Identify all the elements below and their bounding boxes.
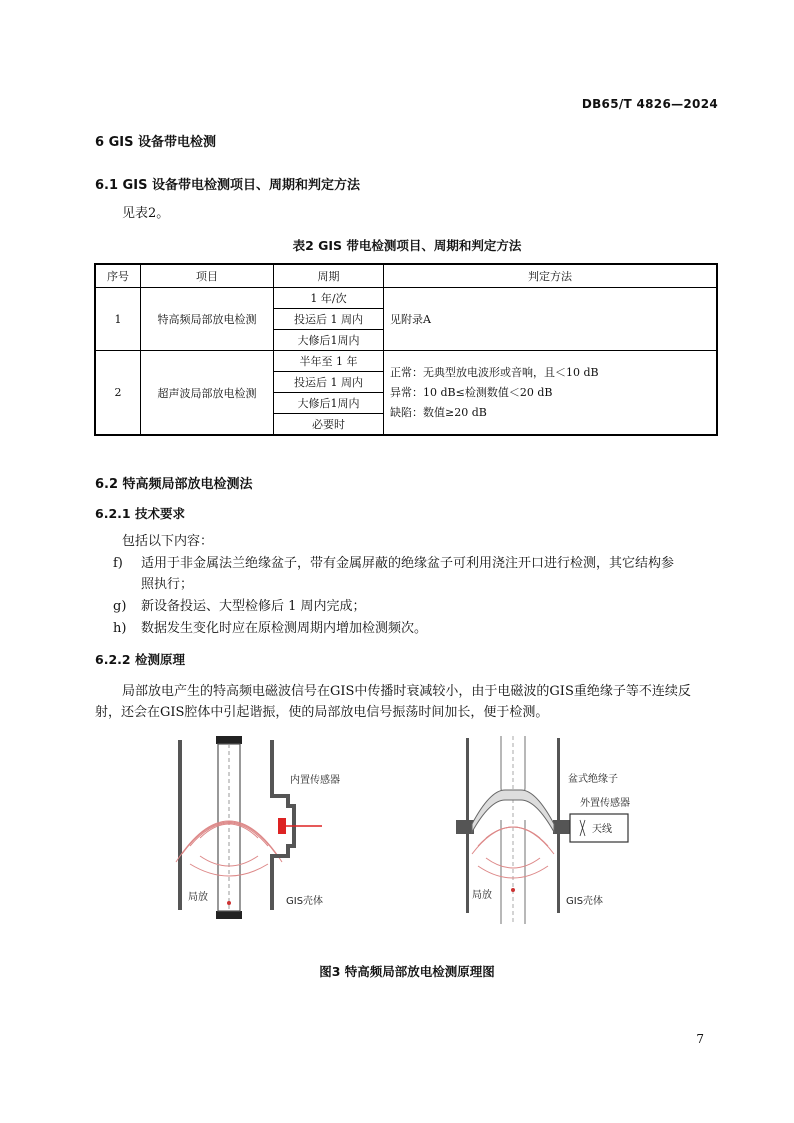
item-h-label: h): [113, 621, 127, 636]
row2-period-4: 必要时: [274, 414, 384, 436]
item-f-text: 适用于非金属法兰绝缘盆子，带有金属屏蔽的绝缘盆子可利用浇注开口进行检测，其它结构参: [141, 556, 675, 571]
row1-item: 特高频局部放电检测: [141, 288, 274, 351]
section-6-2-2-heading: 6.2.2 检测原理: [95, 652, 185, 667]
row1-period-2: 投运后 1 周内: [274, 309, 384, 330]
principle-paragraph-line1: 局部放电产生的特高频电磁波信号在GIS中传播时衰减较小，由于电磁波的GIS重绝缘子等不连续反: [122, 684, 691, 699]
item-g-text: 新设备投运、大型检修后 1 周内完成；: [141, 599, 366, 614]
header-method: 判定方法: [384, 264, 718, 288]
table-row: [95, 351, 717, 372]
label-left-shell: GIS壳体: [286, 896, 324, 907]
basin-insulator: [472, 790, 554, 832]
label-antenna: 天线: [592, 824, 612, 835]
row2-period-2: 投运后 1 周内: [274, 372, 384, 393]
item-f-label: f): [113, 556, 123, 571]
table-2-caption: 表2 GIS 带电检测项目、周期和判定方法: [292, 238, 522, 253]
item-f-text-cont: 照执行；: [141, 577, 194, 592]
item-h-text: 数据发生变化时应在原检测周期内增加检测频次。: [141, 621, 428, 636]
left-diagram: [176, 736, 340, 919]
row1-method: 见附录A: [384, 288, 718, 351]
table-row: [95, 288, 717, 309]
items-intro: 包括以下内容：: [122, 534, 214, 549]
principle-paragraph-line2: 射，还会在GIS腔体中引起谐振，使的局部放电信号振荡时间加长，便于检测。: [95, 705, 549, 720]
internal-sensor: [278, 818, 286, 834]
row2-no: 2: [95, 351, 141, 436]
page-number: 7: [696, 1032, 704, 1046]
label-external-sensor: 外置传感器: [580, 798, 630, 809]
label-right-shell: GIS壳体: [566, 896, 604, 907]
row2-period-1: 半年至 1 年: [274, 351, 384, 372]
table-2: [94, 263, 718, 436]
left-flange: [456, 820, 474, 834]
section-6-1-heading: 6.1 GIS 设备带电检测项目、周期和判定方法: [95, 178, 360, 193]
partial-discharge-source: [227, 901, 231, 905]
label-internal-sensor: 内置传感器: [290, 775, 340, 786]
figure-3-diagram: [160, 728, 640, 938]
left-outer-wall: [178, 740, 182, 910]
method-normal: 正常：无典型放电波形或音响，且＜10 dB: [390, 365, 599, 379]
section-6-heading: 6 GIS 设备带电检测: [95, 135, 216, 150]
row2-period-3: 大修后1周内: [274, 393, 384, 414]
row2-item: 超声波局部放电检测: [141, 351, 274, 436]
figure-3-caption: 图3 特高频局部放电检测原理图: [319, 964, 495, 979]
conductor-bottom-cap: [216, 911, 242, 919]
method-defect: 缺陷：数值≥20 dB: [390, 405, 487, 419]
right-flange: [553, 820, 571, 834]
header-item: 项目: [141, 264, 274, 288]
document-number: DB65/T 4826—2024: [581, 97, 718, 111]
method-abnormal: 异常：10 dB≤检测数值＜20 dB: [390, 385, 553, 399]
conductor-top-cap: [216, 736, 242, 744]
section-6-2-1-heading: 6.2.1 技术要求: [95, 506, 185, 521]
see-table-text: 见表2。: [122, 206, 170, 221]
section-6-2-heading: 6.2 特高频局部放电检测法: [95, 477, 253, 492]
label-basin-insulator: 盆式绝缘子: [568, 774, 618, 785]
label-right-pd: 局放: [472, 890, 492, 901]
header-no: 序号: [95, 264, 141, 288]
item-g-label: g): [113, 599, 127, 614]
label-left-pd: 局放: [188, 892, 208, 903]
right-pd-source: [511, 888, 515, 892]
row1-period-1: 1 年/次: [274, 288, 384, 309]
right-diagram: [456, 736, 630, 924]
row1-period-3: 大修后1周内: [274, 330, 384, 351]
header-period: 周期: [274, 264, 384, 288]
row2-method: [384, 351, 718, 436]
row1-no: 1: [95, 288, 141, 351]
table-header-row: [95, 264, 717, 288]
